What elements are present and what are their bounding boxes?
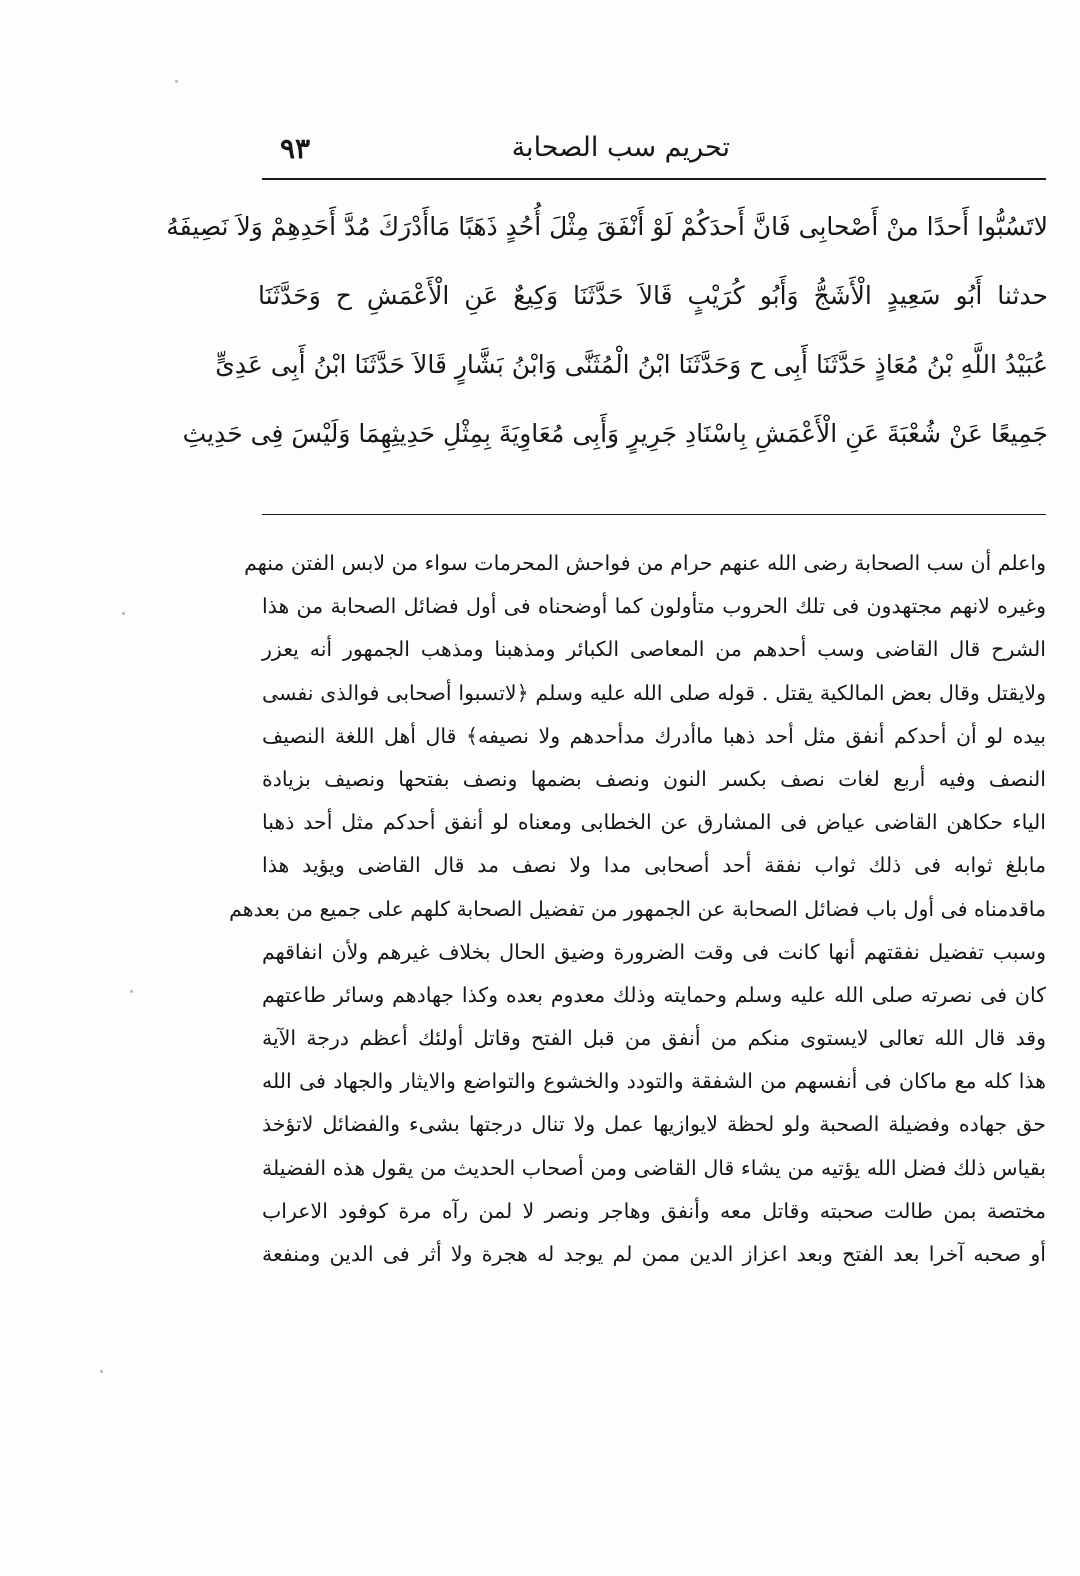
commentary-line: ماقدمناه فى أول باب فضائل الصحابة عن الجمهور من تفضيل الصحابة كلهم على جميع من بعدهم [229, 896, 1046, 921]
commentary-line: الشرح قال القاضى وسب أحدهم من المعاصى الكبائر ومذهبنا ومذهب الجمهور أنه يعزر [262, 637, 1046, 662]
scan-speck [100, 1370, 103, 1373]
section-divider-rule [262, 514, 1046, 515]
commentary-line: مابلغ ثوابه فى ذلك ثواب نفقة أحد أصحابى مدا ولا نصف مد قال القاضى ويؤيد هذا [262, 853, 1046, 878]
hadith-line: حدثنا أَبُو سَعِيدٍ الْأَشَجُّ وَأَبُو كُرَيْبٍ قَالاَ حَدَّثَنَا وَكِيعٌ عَنِ الْأَعْمَشِ ح وَحَدَّثَنَا [258, 281, 1048, 310]
commentary-line: حق جهاده وفضيلة الصحبة ولو لحظة لايوازيها عمل ولا تنال درجتها بشىء والفضائل لاتؤخذ [262, 1112, 1046, 1137]
commentary-line: بيده لو أن أحدكم أنفق مثل أحد ذهبا ماأدرك مدأحدهم ولا نصيفه﴾ قال أهل اللغة النصيف [262, 723, 1046, 748]
scan-speck [130, 990, 133, 993]
commentary-line: مختصة بمن طالت صحبته وقاتل معه وأنفق وهاجر ونصر لا لمن رآه مرة كوفود الاعراب [262, 1198, 1046, 1223]
commentary-line: ولايقتل وقال بعض المالكية يقتل . قوله صلى الله عليه وسلم ﴿لاتسبوا أصحابى فوالذى نفسى [262, 680, 1046, 705]
scan-speck [175, 80, 178, 83]
header-rule [262, 178, 1046, 180]
hadith-text-block [166, 196, 1048, 472]
commentary-line: الياء حكاهن القاضى عياض فى المشارق عن الخطابى ومعناه لو أنفق أحدكم مثل أحد ذهبا [262, 810, 1046, 835]
running-title: تحريم سب الصحابة [511, 132, 730, 163]
commentary-line: هذا كله مع ماكان فى أنفسهم من الشفقة والتودد والخشوع والتواضع والايثار والجهاد فى الله [262, 1069, 1046, 1094]
hadith-line: لاتَسُبُّوا أَحدًا منْ أَصْحابِى فَانَّ أَحدَكُمْ لَوْ أَنْفَقَ مِثْلَ أُحُدٍ ذَهَبًا مَاأَدْرَكَ مُدَّ أَحَدِهِمْ وَلاَ نَصِيفَهُ [166, 212, 1048, 241]
commentary-text-block [229, 542, 1046, 1276]
commentary-line: واعلم أن سب الصحابة رضى الله عنهم حرام من فواحش المحرمات سواء من لابس الفتن منهم [244, 551, 1046, 575]
commentary-line: وغيره لانهم مجتهدون فى تلك الحروب متأولون كما أوضحناه فى أول فضائل الصحابة من هذا [262, 594, 1046, 619]
scan-speck [122, 612, 125, 615]
commentary-line: بقياس ذلك فضل الله يؤتيه من يشاء قال القاضى ومن أصحاب الحديث من يقول هذه الفضيلة [262, 1155, 1046, 1180]
hadith-line: عُبَيْدُ اللَّهِ بْنُ مُعَاذٍ حَدَّثَنَا أَبِى ح وَحَدَّثَنَا ابْنُ الْمُثَنَّى وَابْنُ بَشَّارٍ قَالاَ حَدَّثَنَا ابْنُ أَبِى عَدِىٍّ [215, 350, 1048, 379]
commentary-line: كان فى نصرته صلى الله عليه وسلم وحمايته وذلك معدوم بعده وكذا جهادهم وسائر طاعتهم [262, 982, 1046, 1007]
hadith-line: جَمِيعًا عَنْ شُعْبَةَ عَنِ الْأَعْمَشِ بِاسْنَادِ جَرِيرٍ وَأَبِى مُعَاوِيَةَ بِمِثْلِ حَدِيثِهِمَا وَلَيْسَ فِى حَدِيثِ [182, 419, 1048, 448]
page-header [262, 128, 1046, 176]
commentary-line: أو صحبه آخرا بعد الفتح وبعد اعزاز الدين ممن لم يوجد له هجرة ولا أثر فى الدين ومنفعة [262, 1242, 1046, 1266]
page-number: ٩٣ [280, 132, 311, 165]
commentary-line: وقد قال الله تعالى لايستوى منكم من أنفق من قبل الفتح وقاتل أولئك أعظم درجة الآية [262, 1026, 1046, 1051]
commentary-line: وسبب تفضيل نفقتهم أنها كانت فى وقت الضرورة وضيق الحال بخلاف غيرهم ولأن انفاقهم [262, 939, 1046, 964]
commentary-line: النصف وفيه أربع لغات نصف بكسر النون ونصف بضمها ونصف بفتحها ونصيف بزيادة [262, 766, 1046, 791]
